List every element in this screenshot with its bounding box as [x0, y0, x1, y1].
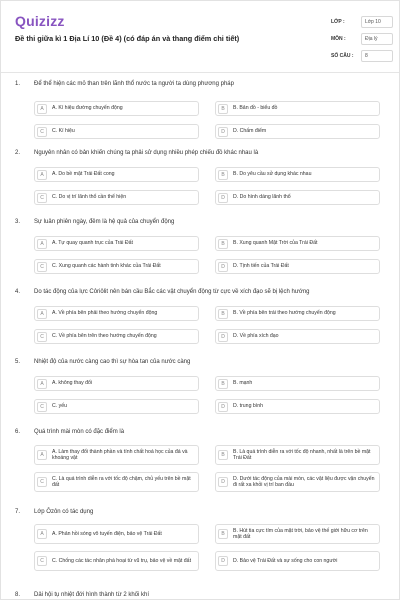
- answer-option-a[interactable]: [34, 445, 199, 465]
- option-text: B. Xung quanh Mặt Trời của Trái Đất: [233, 240, 318, 247]
- question-number: 4.: [15, 289, 21, 295]
- option-letter: B: [218, 529, 228, 539]
- option-letter: D: [218, 332, 228, 342]
- meta-value: Địa lý: [361, 33, 393, 45]
- option-letter: A: [37, 104, 47, 114]
- answer-option-c[interactable]: [34, 329, 199, 344]
- option-text: C. Chống các tác nhân phá hoại từ vũ trụ, bảo vệ về mặt đất: [52, 557, 192, 564]
- answer-option-a[interactable]: [34, 306, 199, 321]
- answer-option-d[interactable]: [215, 190, 380, 205]
- answer-option-c[interactable]: [34, 472, 199, 492]
- option-text: D. Tịnh tiến của Trái Đất: [233, 263, 289, 270]
- option-text: C. Do vị trí lãnh thổ cần thể hiện: [52, 194, 127, 201]
- quizizz-logo: Quizizz: [15, 13, 65, 29]
- option-letter: D: [218, 402, 228, 412]
- answer-option-b[interactable]: [215, 306, 380, 321]
- answer-option-d[interactable]: [215, 124, 380, 139]
- answer-option-c[interactable]: [34, 124, 199, 139]
- question-text: Dải hội tụ nhiệt đới hình thành từ 2 khối khí: [34, 592, 150, 598]
- option-text: B. mạnh: [233, 380, 253, 387]
- option-letter: C: [37, 193, 47, 203]
- answer-option-a[interactable]: [34, 101, 199, 116]
- option-text: A. không thay đổi: [52, 380, 93, 387]
- option-letter: C: [37, 402, 47, 412]
- meta-value: 8: [361, 50, 393, 62]
- option-letter: B: [218, 309, 228, 319]
- option-text: B. Là quá trình diễn ra với tốc độ nhanh, nhất là trên bề mặt Trái Đất: [233, 448, 371, 461]
- answer-option-c[interactable]: [34, 259, 199, 274]
- option-letter: A: [37, 309, 47, 319]
- option-text: A. Làm thay đổi thành phần và tính chất hoá học của đá và khoáng vật: [52, 448, 188, 461]
- answer-option-b[interactable]: [215, 236, 380, 251]
- option-letter: A: [37, 379, 47, 389]
- answer-option-d[interactable]: [215, 399, 380, 414]
- option-letter: D: [218, 127, 228, 137]
- option-text: D. trung bình: [233, 403, 263, 410]
- question-number: 2.: [15, 150, 21, 156]
- option-text: A. Do bề mặt Trái Đất cong: [52, 171, 115, 178]
- option-letter: B: [218, 239, 228, 249]
- meta-row-count: [331, 47, 393, 64]
- option-letter: B: [218, 104, 228, 114]
- option-letter: A: [37, 170, 47, 180]
- option-letter: B: [218, 379, 228, 389]
- option-text: C. yếu: [52, 403, 67, 410]
- answer-option-c[interactable]: [34, 190, 199, 205]
- answer-option-a[interactable]: [34, 376, 199, 391]
- option-text: B. Bản đồ - biểu đồ: [233, 105, 278, 112]
- answer-option-a[interactable]: [34, 236, 199, 251]
- meta-label: LỚP :: [331, 18, 345, 25]
- worksheet-title: Đề thi giữa kì 1 Địa Lí 10 (Đề 4) (có đáp án và thang điểm chi tiết): [15, 34, 240, 43]
- option-text: C. Xung quanh các hành tinh khác của Trái Đất: [52, 263, 161, 270]
- option-text: B. Hút tia cực tím của mặt trời, bảo vệ thế giới hữu cơ trên mặt đất: [233, 527, 368, 540]
- answer-option-b[interactable]: [215, 101, 380, 116]
- option-text: A. Tự quay quanh trục của Trái Đất: [52, 240, 133, 247]
- option-text: D. Dưới tác động của mài mòn, các vật liệu được vận chuyển đi rất xa khỏi vị trí ban đầu: [233, 475, 375, 488]
- option-text: A. Về phía bên phải theo hướng chuyển động: [52, 310, 158, 317]
- option-text: A. Phản hồi sóng vô tuyến điện, bảo vệ Trái Đất: [52, 530, 162, 537]
- question-text: Do tác động của lực Côriôlit nên bán cầu Bắc các vật chuyển động từ cực về xích đạo sẽ bị lệch hướng: [34, 289, 310, 295]
- option-text: B. Về phía bên trái theo hướng chuyển động: [233, 310, 336, 317]
- option-letter: C: [37, 556, 47, 566]
- answer-option-a[interactable]: [34, 167, 199, 182]
- answer-option-d[interactable]: [215, 329, 380, 344]
- option-text: C. Kí hiệu: [52, 128, 75, 135]
- meta-row-subject: [331, 30, 393, 47]
- option-letter: A: [37, 529, 47, 539]
- question-number: 3.: [15, 219, 21, 225]
- meta-label: MÔN :: [331, 35, 346, 42]
- question-text: Nhiệt độ của nước càng cao thì sự hòa tan của nước càng: [34, 359, 191, 365]
- option-letter: B: [218, 170, 228, 180]
- question-text: Nguyên nhân có bản khiến chúng ta phải sử dụng nhiều phép chiếu đồ khác nhau là: [34, 150, 259, 156]
- answer-option-d[interactable]: [215, 259, 380, 274]
- option-letter: B: [218, 450, 228, 460]
- worksheet-meta: [331, 13, 393, 64]
- option-letter: C: [37, 477, 47, 487]
- question-text: Để thể hiện các mỏ than trên lãnh thổ nước ta người ta dùng phương pháp: [34, 81, 234, 87]
- option-letter: D: [218, 193, 228, 203]
- option-letter: D: [218, 262, 228, 272]
- option-text: B. Do yêu cầu sử dụng khác nhau: [233, 171, 312, 178]
- answer-option-d[interactable]: [215, 472, 380, 492]
- option-text: D. Bảo vệ Trái Đất và sự sống cho con người: [233, 557, 338, 564]
- option-letter: C: [37, 262, 47, 272]
- option-letter: C: [37, 332, 47, 342]
- meta-row-class: [331, 13, 393, 30]
- question-text: Sự luân phiên ngày, đêm là hệ quả của chuyển động: [34, 219, 175, 225]
- meta-label: SỐ CÂU :: [331, 52, 354, 59]
- answer-option-c[interactable]: [34, 551, 199, 571]
- option-letter: D: [218, 477, 228, 487]
- option-letter: C: [37, 127, 47, 137]
- answer-option-c[interactable]: [34, 399, 199, 414]
- meta-value: Lớp 10: [361, 16, 393, 28]
- option-letter: A: [37, 239, 47, 249]
- question-number: 1.: [15, 81, 21, 87]
- answer-option-d[interactable]: [215, 551, 380, 571]
- worksheet-header: [1, 1, 399, 73]
- option-letter: D: [218, 556, 228, 566]
- question-number: 8.: [15, 592, 21, 598]
- answer-option-b[interactable]: [215, 445, 380, 465]
- question-text: Lớp Ôzôn có tác dụng: [34, 509, 94, 515]
- question-number: 5.: [15, 359, 21, 365]
- option-letter: A: [37, 450, 47, 460]
- answer-option-b[interactable]: [215, 524, 380, 544]
- option-text: C. Là quá trình diễn ra với tốc độ chậm, chủ yếu trên bề mặt đất: [52, 475, 191, 488]
- option-text: D. Do hình dáng lãnh thổ: [233, 194, 291, 201]
- answer-option-b[interactable]: [215, 376, 380, 391]
- question-number: 7.: [15, 509, 21, 515]
- answer-option-a[interactable]: [34, 524, 199, 544]
- option-text: D. Chấm điểm: [233, 128, 267, 135]
- option-text: D. Về phía xích đạo: [233, 333, 279, 340]
- question-number: 6.: [15, 429, 21, 435]
- option-text: A. Kí hiệu đường chuyển động: [52, 105, 123, 112]
- question-text: Quá trình mài mòn có đặc điểm là: [34, 429, 125, 435]
- option-text: C. Về phía bên trên theo hướng chuyển động: [52, 333, 157, 340]
- answer-option-b[interactable]: [215, 167, 380, 182]
